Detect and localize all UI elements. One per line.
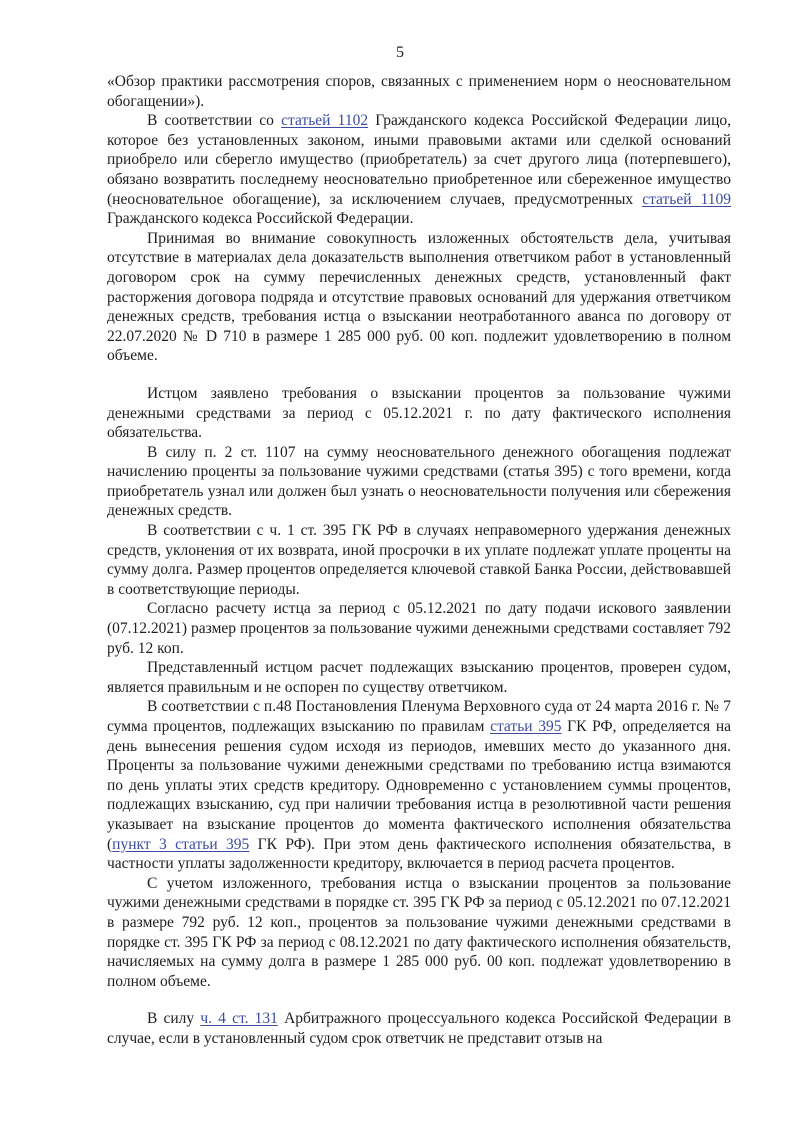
paragraph-interest-claim xyxy=(107,384,731,443)
text-run: В силу xyxy=(147,1010,201,1028)
link-statya-1102[interactable]: статьей 1102 xyxy=(281,112,369,130)
paragraph-article-1102 xyxy=(107,111,731,229)
paragraph-calculation xyxy=(107,599,731,658)
link-statya-395[interactable]: статьи 395 xyxy=(490,718,562,735)
text-run: Гражданского кодекса Российской Федерации. xyxy=(107,210,414,228)
paragraph-review-quote xyxy=(107,72,731,111)
text-run: Арбитражного процессуального кодекса Российской Федерации в случае, если в установленный судом срок ответчик не представит отзыв на xyxy=(107,1010,731,1047)
paragraph-article-1107 xyxy=(107,443,731,521)
paragraph-apk-131 xyxy=(107,1009,731,1048)
text-run: ГК РФ, определяется на день вынесения решения судом исходя из периодов, имевших место до указанного дня. Проценты за пользование чужими денежными средствами по требованию истца взимаются по день уплаты этих средств кредитору. Одновременно с установлением суммы процентов, подлежащих взысканию, суд при наличии требования истца в резолютивной части решения указывает на взыскание процентов до момента фактического исполнения обязательства ( xyxy=(107,718,731,853)
text-run: ГК РФ). При этом день фактического исполнения обязательства, в частности уплаты задолженности кредитору, включается в период расчета процентов. xyxy=(107,835,732,873)
text-run: Гражданского кодекса Российской Федерации лицо, которое без установленных законом, иными правовыми актами или сделкой оснований приобрело или сберегло имущество (приобретатель) за счет другого лица (потерпевшего), обязано возвратить последнему неосновательно приобретенное или сбереженное имущество (неосновательное обогащение), за исключением случаев, предусмотренных xyxy=(107,112,731,208)
document-body xyxy=(107,72,731,1049)
link-punkt-3-statyi-395[interactable]: пункт 3 статьи 395 xyxy=(112,835,250,853)
paragraph-plenum-48 xyxy=(107,697,731,873)
page-number: 5 xyxy=(396,44,404,61)
text-run: С учетом изложенного, требования истца о взыскании процентов за пользование чужими денежными средствами в порядке ст. 395 ГК РФ за период с 05.12.2021 по 07.12.2021 в размере 792 руб. 12 коп., процентов за пользование чужими денежными средствами в порядке ст. 395 ГК РФ за период с 08.12.2021 по дату фактического исполнения обязательств, начисляемых на сумму долга в размере 1 285 000 руб. 00 коп. подлежат удовлетворению в полном объеме. xyxy=(107,874,731,990)
text-run: Представленный истцом расчет подлежащих взысканию процентов, проверен судом, является правильным и не оспорен по существу ответчиком. xyxy=(107,659,731,696)
text-run: Принимая во внимание совокупность изложенных обстоятельств дела, учитывая отсутствие в материалах дела доказательств выполнения ответчиком работ в установленный договором срок на сумму перечисленных денежных средств, установленный факт расторжения договора подряда и отсутствие правовых оснований для удержания ответчиком денежных средств, требования истца о взыскании неотработанного аванса по договору от 22.07.2020 № D 710 в размере 1 285 000 руб. 00 коп. подлежит удовлетворению в полном объеме. xyxy=(107,229,731,365)
text-run: В соответствии со xyxy=(147,112,282,130)
text-run: В соответствии с п.48 Постановления Пленума Верховного суда от 24 марта 2016 г. № 7 сумма процентов, подлежащих взысканию по правилам xyxy=(107,698,731,735)
link-ch-4-st-131[interactable]: ч. 4 ст. 131 xyxy=(200,1010,278,1028)
paragraph-calculation-check xyxy=(107,658,731,697)
paragraph-article-395 xyxy=(107,521,731,599)
text-run: Согласно расчету истца за период с 05.12.2021 по дату подачи искового заявлении (07.12.2021) размер процентов за пользование чужими денежными средствами составляет 792 руб. 12 коп. xyxy=(107,600,731,657)
text-run: «Обзор практики рассмотрения споров, связанных с применением норм о неосновательном обогащении»). xyxy=(107,73,731,110)
paragraph-interest-conclusion xyxy=(107,874,731,992)
link-statya-1109[interactable]: статьей 1109 xyxy=(642,190,731,208)
text-run: В силу п. 2 ст. 1107 на сумму неосновательного денежного обогащения подлежат начислению проценты за пользование чужими средствами (статья 395) с того времени, когда приобретатель узнал или должен был узнать о неосновательности получения или сбережения денежных средств. xyxy=(107,443,731,520)
paragraph-conclusion-advance xyxy=(107,229,731,366)
text-run: В соответствии с ч. 1 ст. 395 ГК РФ в случаях неправомерного удержания денежных средств, уклонения от их возврата, иной просрочки в их уплате подлежат уплате проценты на сумму долга. Размер процентов определяется ключевой ставкой Банка России, действовавшей в соответствующие периоды. xyxy=(107,522,731,598)
text-run: Истцом заявлено требования о взыскании процентов за пользование чужими денежными средствами за период с 05.12.2021 г. по дату фактического исполнения обязательства. xyxy=(107,384,731,442)
